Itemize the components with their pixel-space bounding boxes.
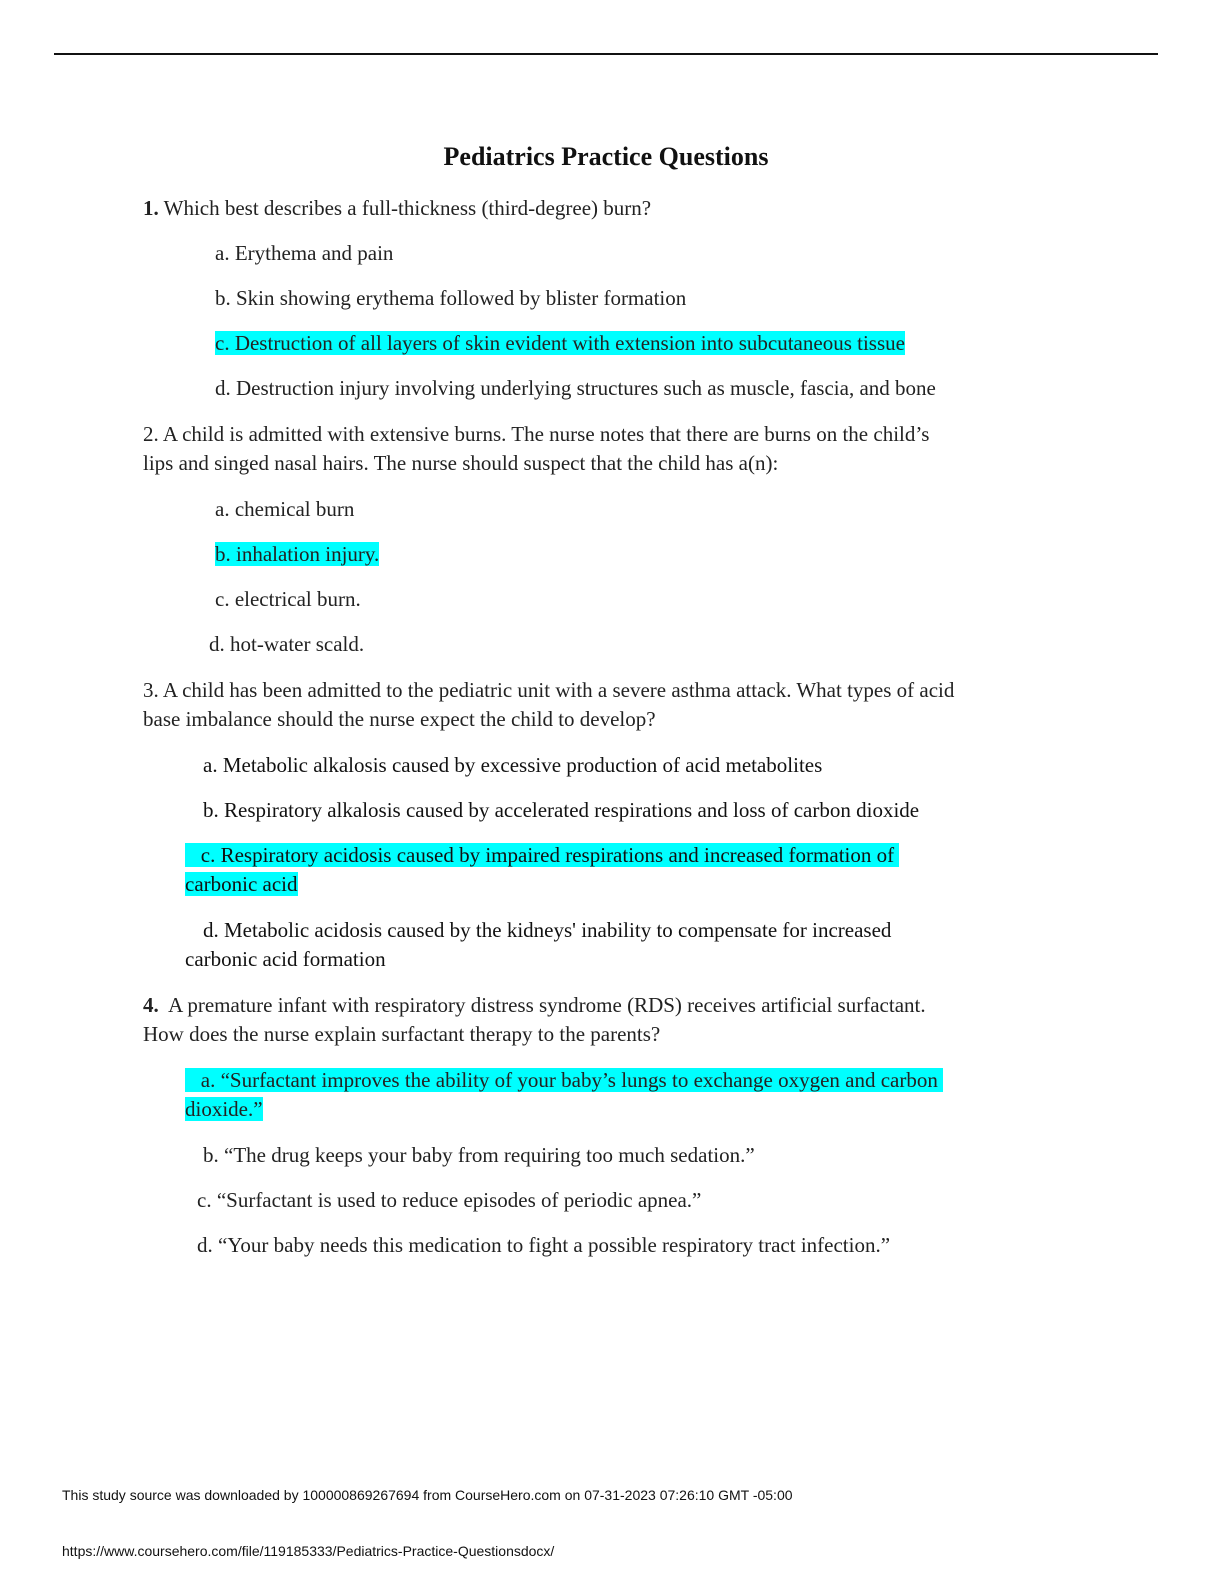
answer-highlight: c. Destruction of all layers of skin evident with extension into subcutaneous tissue [215, 331, 905, 355]
question-4-option-c: c. “Surfactant is used to reduce episodes of periodic apnea.” [197, 1188, 702, 1212]
page-title: Pediatrics Practice Questions [443, 142, 769, 171]
question-4-option-d: d. “Your baby needs this medication to fight a possible respiratory tract infection.” [197, 1233, 891, 1257]
question-1-option-b: b. Skin showing erythema followed by blister formation [215, 286, 687, 310]
question-2-option-b-answer [215, 540, 379, 568]
question-4-option-a-answer-line-1 [185, 1066, 943, 1094]
question-4-option-a-answer-line-2 [185, 1095, 263, 1123]
answer-highlight: c. Respiratory acidosis caused by impaired respirations and increased formation of [185, 843, 899, 867]
question-1-text: Which best describes a full-thickness (third-degree) burn? [158, 196, 652, 220]
answer-highlight: b. inhalation injury. [215, 542, 380, 566]
question-1-stem [143, 194, 651, 222]
question-3-option-c-answer-line-2 [185, 870, 298, 898]
question-4-text: A premature infant with respiratory distress syndrome (RDS) receives artificial surfactant. [158, 993, 926, 1017]
question-3-stem-line-2: base imbalance should the nurse expect the child to develop? [143, 707, 656, 731]
question-4-stem-line-1 [143, 991, 926, 1019]
question-4-option-b: b. “The drug keeps your baby from requiring too much sedation.” [203, 1143, 755, 1167]
question-2-stem-line-1: 2. A child is admitted with extensive burns. The nurse notes that there are burns on the child’s [143, 422, 930, 446]
question-4-stem-line-2: How does the nurse explain surfactant therapy to the parents? [143, 1022, 661, 1046]
answer-highlight: carbonic acid [185, 872, 298, 896]
question-2-option-c: c. electrical burn. [215, 587, 361, 611]
question-2-option-d: d. hot-water scald. [209, 632, 365, 656]
question-1-option-d: d. Destruction injury involving underlying structures such as muscle, fascia, and bone [215, 376, 936, 400]
question-2-stem-line-2: lips and singed nasal hairs. The nurse should suspect that the child has a(n): [143, 451, 779, 475]
question-3-option-a: a. Metabolic alkalosis caused by excessive production of acid metabolites [203, 753, 823, 777]
answer-highlight: a. “Surfactant improves the ability of your baby’s lungs to exchange oxygen and carbon [185, 1068, 943, 1092]
header-rule [54, 53, 1158, 55]
footer-url-link[interactable]: https://www.coursehero.com/file/119185333/Pediatrics-Practice-Questionsdocx/ [62, 1543, 555, 1559]
question-3-option-c-answer-line-1 [185, 841, 899, 869]
question-1-option-a: a. Erythema and pain [215, 241, 394, 265]
question-3-stem-line-1: 3. A child has been admitted to the pediatric unit with a severe asthma attack. What types of acid [143, 678, 955, 702]
question-2-option-a: a. chemical burn [215, 497, 355, 521]
question-4-number: 4. [143, 993, 159, 1017]
footer-source-line: This study source was downloaded by 100000869267694 from CourseHero.com on 07-31-2023 07:26:10 GMT -05:00 [62, 1487, 793, 1503]
question-3-option-d-line-2: carbonic acid formation [185, 947, 386, 971]
answer-highlight: dioxide.” [185, 1097, 263, 1121]
question-1-option-c-answer [215, 329, 905, 357]
question-3-option-d-line-1: d. Metabolic acidosis caused by the kidneys' inability to compensate for increased [203, 918, 892, 942]
question-3-option-b: b. Respiratory alkalosis caused by accelerated respirations and loss of carbon dioxide [203, 798, 920, 822]
question-1-number: 1. [143, 196, 159, 220]
